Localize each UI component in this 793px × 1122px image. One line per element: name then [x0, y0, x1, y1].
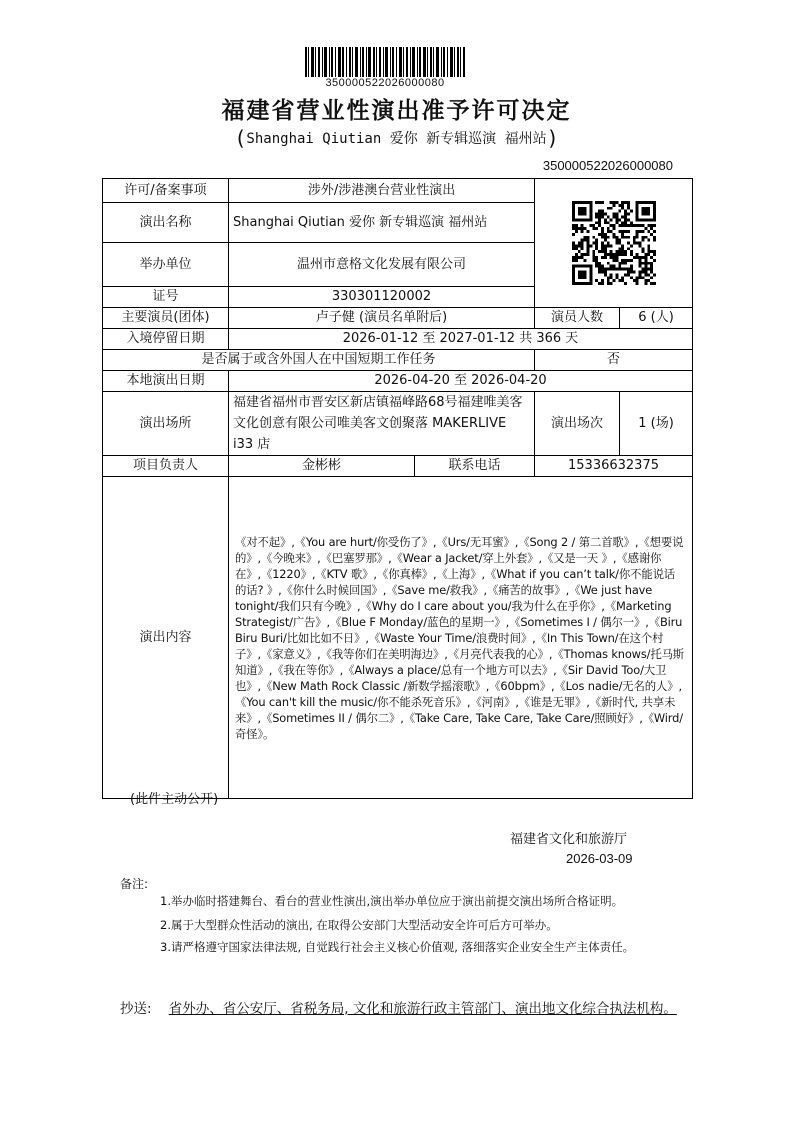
- permit-type-label: 许可/备案事项: [103, 179, 229, 203]
- content-label: 演出内容: [103, 477, 229, 799]
- organizer-value: 温州市意格文化发展有限公司: [229, 243, 535, 287]
- sessions-value: 1 (场): [620, 392, 693, 456]
- content-value: 《对不起》,《You are hurt/你受伤了》,《Urs/无耳蜜》,《Song 2 / 第二首歌》,《想要说的》,《今晚来》,《巴塞罗那》,《Wear a Jacket/穿上外套》,《又是一天 》,《感谢你在》,《1220》,《KTV 歌》,《你真棒》,《上海》,《What if you can’t talk/你不能说话的话? 》,《你什么时候回国》,《Save me/救我》,《痛苦的故事》,《We just have tonight/我们只有今晚》,《Why do I care about you/我为什么在乎你》,《Marketing Strategist/广告》,《Blue F Monday/蓝色的星期一》,《Sometimes I / 偶尔一》,《Biru Biru Buri/比如比如不日》,《Waste Your Time/浪费时间》,《In This Town/在这个村子》,《家意义》,《我等你们在美明海边》,《月亮代表我的心》,《Thomas knows/托马斯知道》,《我在等你》,《Always a place/总有一个地方可以去》,《Sir David Too/大卫也》,《New Math Rock Classic /新数学摇滚歌》,《60bpm》,《Los nadie/无名的人》,《You can't kill the music/你不能杀死音乐》,《河南》,《谁是无罪》,《新时代, 共享未来》,《Sometimes II / 偶尔二》,《Take Care, Take Care, Take Care/照顾好》,《Wird/奇怪》。: [229, 477, 693, 799]
- permit-type-value: 涉外/涉港澳台营业性演出: [229, 179, 535, 203]
- manager-label: 项目负责人: [103, 456, 229, 477]
- public-note: (此件主动公开): [130, 792, 219, 807]
- barcode: [305, 47, 465, 77]
- performers-label: 主要演员(团体): [103, 308, 229, 329]
- performers-value: 卢子健 (演员名单附后): [229, 308, 535, 329]
- performer-count-value: 6 (人): [620, 308, 693, 329]
- document-title: 福建省营业性演出准予许可决定: [221, 97, 572, 124]
- issue-date: 2026-03-09: [566, 851, 633, 866]
- local-dates-label: 本地演出日期: [103, 371, 229, 392]
- organizer-label: 举办单位: [103, 243, 229, 287]
- entry-period-value: 2026-01-12 至 2027-01-12 共 366 天: [229, 329, 693, 350]
- qr-code: [572, 201, 656, 285]
- manager-value: 金彬彬: [229, 456, 415, 477]
- remark-2: 2.属于大型群众性活动的演出, 在取得公安部门大型活动安全许可后方可举办。: [160, 918, 558, 932]
- remark-1: 1.举办临时搭建舞台、看台的营业性演出,演出举办单位应于演出前提交演出场所合格证明。: [160, 894, 624, 908]
- entry-period-label: 入境停留日期: [103, 329, 229, 350]
- barcode-number: 350000522026000080: [325, 77, 445, 89]
- venue-value: 福建省福州市晋安区新店镇福峰路68号福建唯美客文化创意有限公司唯美客文创聚落 MAKERLIVE i33 店: [229, 392, 535, 456]
- cc-value: 省外办、省公安厅、省税务局, 文化和旅游行政主管部门、演出地文化综合执法机构。: [168, 1001, 677, 1017]
- remark-3: 3.请严格遵守国家法律法规, 自觉践行社会主义核心价值观, 落细落实企业安全生产主体责任。: [160, 940, 635, 954]
- performer-count-label: 演员人数: [535, 308, 620, 329]
- show-name-label: 演出名称: [103, 203, 229, 243]
- venue-label: 演出场所: [103, 392, 229, 456]
- cert-value: 330301120002: [229, 287, 535, 308]
- show-name-value: Shanghai Qiutian 爱你 新专辑巡演 福州站: [229, 203, 535, 243]
- short-term-work-label: 是否属于或含外国人在中国短期工作任务: [103, 350, 535, 371]
- phone-value: 15336632375: [535, 456, 693, 477]
- document-subtitle: (Shanghai Qiutian 爱你 新专辑巡演 福州站): [234, 126, 559, 150]
- sessions-label: 演出场次: [535, 392, 620, 456]
- subtitle-text: Shanghai Qiutian 爱你 新专辑巡演 福州站: [246, 131, 547, 147]
- short-term-work-value: 否: [535, 350, 693, 371]
- cc-label: 抄送:: [120, 1001, 152, 1017]
- local-dates-value: 2026-04-20 至 2026-04-20: [229, 371, 693, 392]
- cert-label: 证号: [103, 287, 229, 308]
- document-number: 350000522026000080: [542, 158, 673, 173]
- qr-code-cell: [535, 179, 693, 308]
- cc-section: [120, 998, 680, 1020]
- remarks-title: 备注:: [120, 877, 149, 891]
- permit-table: [102, 178, 693, 799]
- issuer: 福建省文化和旅游厅: [510, 832, 628, 847]
- phone-label: 联系电话: [415, 456, 535, 477]
